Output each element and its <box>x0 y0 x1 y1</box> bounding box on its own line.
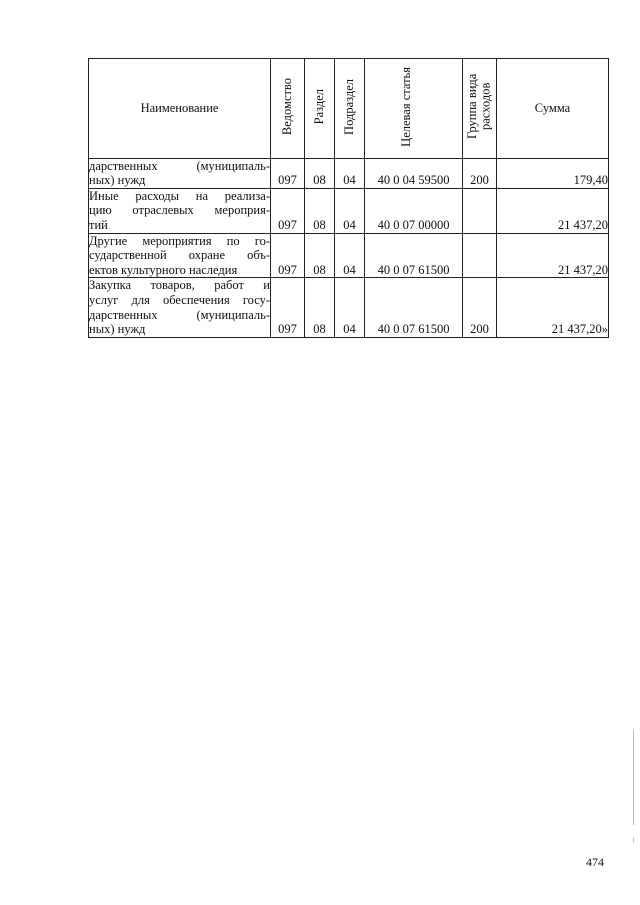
budget-table <box>88 58 609 338</box>
row-razdel: 08 <box>305 188 335 233</box>
row-celevaya-statya: 40 0 07 61500 <box>365 278 463 337</box>
name-line: ных) нужд <box>89 322 146 337</box>
table-row <box>89 188 609 233</box>
row-summa: 21 437,20 <box>497 233 609 278</box>
scan-edge-mark <box>633 730 634 825</box>
row-podrazdel: 04 <box>335 158 365 188</box>
name-line: дарственных (муниципаль- <box>89 158 270 173</box>
row-gruppa <box>463 188 497 233</box>
row-vedomstvo: 097 <box>271 158 305 188</box>
header-celevaya-statya <box>365 59 463 159</box>
header-name-text: Наименование <box>140 101 219 115</box>
table-row <box>89 233 609 278</box>
row-vedomstvo: 097 <box>271 233 305 278</box>
row-vedomstvo: 097 <box>271 188 305 233</box>
name-line: ных) нужд <box>89 173 146 188</box>
row-summa: 21 437,20» <box>497 278 609 337</box>
name-line: Другие мероприятия по го- <box>89 233 270 248</box>
row-razdel: 08 <box>305 233 335 278</box>
name-line: сударственной охране объ- <box>89 248 270 263</box>
header-vedomstvo-text: Ведомство <box>279 77 294 136</box>
header-celevaya-statya-text: Целевая статья <box>398 66 413 147</box>
header-podrazdel-text: Подраздел <box>341 78 356 135</box>
header-razdel-text: Раздел <box>311 88 326 125</box>
name-line: тий <box>89 217 108 232</box>
header-summa <box>497 59 609 159</box>
name-line: цию отраслевых мероприя- <box>89 203 270 218</box>
row-name <box>89 158 271 188</box>
header-name <box>89 59 271 159</box>
table-row <box>89 278 609 337</box>
row-summa: 21 437,20 <box>497 188 609 233</box>
row-name <box>89 233 271 278</box>
header-razdel <box>305 59 335 159</box>
header-vedomstvo <box>271 59 305 159</box>
row-razdel: 08 <box>305 158 335 188</box>
row-summa: 179,40 <box>497 158 609 188</box>
header-gruppa-vida-rashodov <box>463 59 497 159</box>
name-line: дарственных (муниципаль- <box>89 307 270 322</box>
header-summa-text: Сумма <box>534 101 571 115</box>
name-line: услуг для обеспечения госу- <box>89 292 270 307</box>
row-celevaya-statya: 40 0 07 00000 <box>365 188 463 233</box>
row-vedomstvo: 097 <box>271 278 305 337</box>
page-number: 474 <box>586 855 604 869</box>
row-celevaya-statya: 40 0 07 61500 <box>365 233 463 278</box>
row-podrazdel: 04 <box>335 233 365 278</box>
header-gruppa-text: Группа вида расходов <box>464 73 492 140</box>
row-gruppa <box>463 233 497 278</box>
row-celevaya-statya: 40 0 04 59500 <box>365 158 463 188</box>
row-gruppa: 200 <box>463 158 497 188</box>
name-line: Иные расходы на реализа- <box>89 188 270 203</box>
name-line: Закупка товаров, работ и <box>89 278 270 293</box>
row-name <box>89 278 271 337</box>
row-razdel: 08 <box>305 278 335 337</box>
scan-edge-mark <box>633 838 634 842</box>
table-row <box>89 158 609 188</box>
table-header-row <box>89 59 609 159</box>
name-line: ектов культурного наследия <box>89 262 238 277</box>
table-body <box>89 158 609 337</box>
row-gruppa: 200 <box>463 278 497 337</box>
row-podrazdel: 04 <box>335 188 365 233</box>
row-name <box>89 188 271 233</box>
row-podrazdel: 04 <box>335 278 365 337</box>
header-podrazdel <box>335 59 365 159</box>
